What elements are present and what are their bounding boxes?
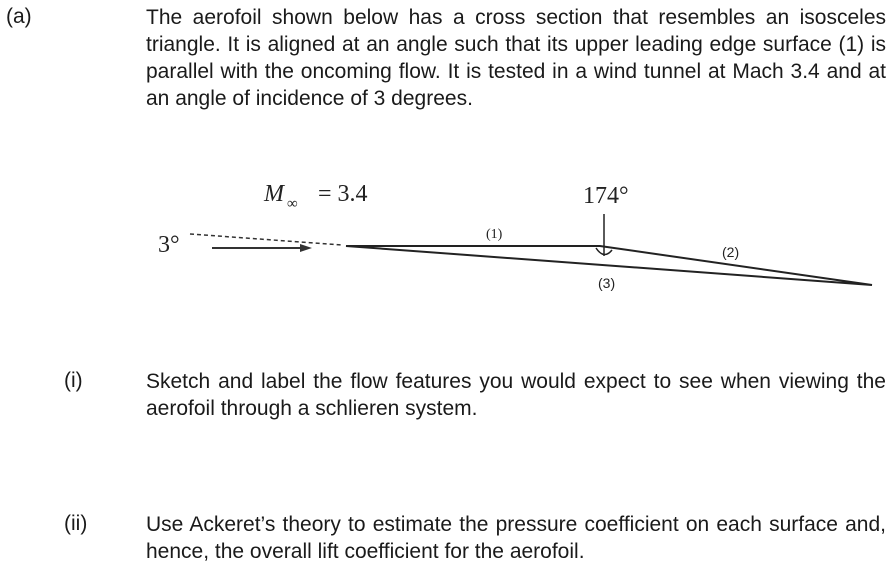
reference-arrow-head xyxy=(300,244,312,252)
aerofoil-diagram xyxy=(0,170,892,310)
part-ii-text: Use Ackeret’s theory to estimate the pressure coefficient on each surface and, hence, the overall lift coefficient for the aerofoil. xyxy=(146,513,886,563)
freestream-direction-line xyxy=(190,234,342,245)
part-i-text: Sketch and label the flow features you would expect to see when viewing the aerofoil through a schlieren system. xyxy=(146,370,886,420)
mach-value: = 3.4 xyxy=(318,181,368,207)
apex-angle-label: 174° xyxy=(583,183,629,209)
mach-symbol: M xyxy=(264,181,284,207)
mach-subscript: ∞ xyxy=(287,196,298,212)
part-a-label: (a) xyxy=(6,5,32,28)
surface-1-label: (1) xyxy=(486,227,503,242)
surface-3-label: (3) xyxy=(598,275,616,291)
part-ii-label: (ii) xyxy=(64,512,88,535)
part-a-text: The aerofoil shown below has a cross section that resembles an isosceles triangle. It is aligned at an angle such that its upper leading edge surface (1) is parallel with the oncoming flow. It is tested in a wind tunnel at Mach 3.4 and at an angle of incidence of 3 degrees. xyxy=(146,6,886,110)
part-i-label: (i) xyxy=(64,369,83,392)
incidence-angle-label: 3° xyxy=(158,232,180,258)
surface-2-label: (2) xyxy=(722,244,740,260)
